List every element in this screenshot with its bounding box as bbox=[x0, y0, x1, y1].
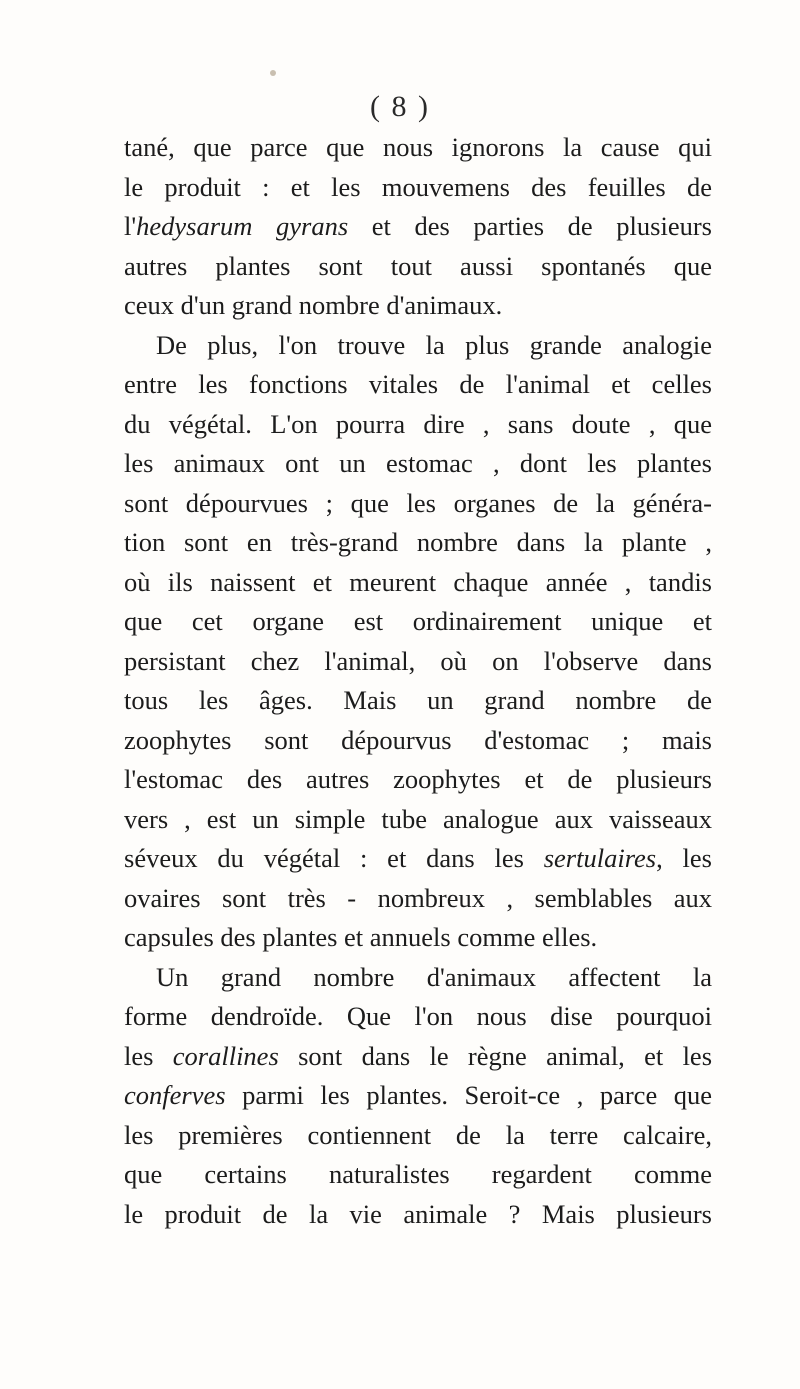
text-line bbox=[124, 800, 712, 840]
ink-speck bbox=[270, 70, 276, 76]
text-line bbox=[124, 405, 712, 445]
text-line bbox=[124, 681, 712, 721]
text-segment: entre les fonctions vitales de l'animal et celles bbox=[124, 369, 712, 399]
text-line bbox=[124, 365, 712, 405]
body-text bbox=[124, 128, 712, 1234]
text-line bbox=[124, 760, 712, 800]
text-segment: que cet organe est ordinairement unique et bbox=[124, 606, 712, 636]
text-segment: le produit : et les mouvemens des feuilles de bbox=[124, 171, 712, 202]
text-segment: le produit de la vie animale ? Mais plusieurs bbox=[124, 1198, 712, 1229]
text-line bbox=[124, 563, 712, 603]
text-segment: ovaires sont très - nombreux , semblables aux bbox=[124, 882, 712, 913]
text-segment: tous les âges. Mais un grand nombre de bbox=[124, 685, 712, 715]
text-segment: tion sont en très-grand nombre dans la plante , bbox=[124, 527, 712, 557]
italic-term: conferves bbox=[124, 1080, 226, 1110]
text-segment: que certains naturalistes regardent comme bbox=[124, 1159, 712, 1189]
text-segment: et des parties de plusieurs bbox=[348, 211, 712, 241]
text-segment: zoophytes sont dépourvus d'estomac ; mais bbox=[124, 724, 712, 755]
text-line bbox=[124, 326, 712, 366]
text-line bbox=[124, 958, 712, 998]
text-segment: où ils naissent et meurent chaque année , tandis bbox=[124, 566, 712, 597]
text-segment: l' bbox=[124, 211, 137, 241]
italic-term: hedysarum gyrans bbox=[136, 211, 349, 241]
text-segment: l'estomac des autres zoophytes et de plusieurs bbox=[124, 764, 712, 794]
text-line bbox=[124, 918, 712, 958]
text-line bbox=[124, 879, 712, 919]
text-segment: capsules des plantes et annuels comme elles. bbox=[124, 922, 598, 952]
italic-term: sertulaires bbox=[543, 843, 657, 873]
text-line bbox=[124, 1116, 712, 1156]
text-line bbox=[124, 207, 712, 247]
text-segment: sont dépourvues ; que les organes de la généra- bbox=[124, 487, 712, 518]
text-segment: tané, que parce que nous ignorons la cause qui bbox=[124, 132, 712, 162]
text-segment: séveux du végétal : et dans les bbox=[124, 843, 544, 873]
text-line bbox=[124, 247, 712, 287]
text-segment: autres plantes sont tout aussi spontanés que bbox=[124, 250, 712, 281]
text-line bbox=[124, 1155, 712, 1195]
page-number: ( 8 ) bbox=[370, 90, 430, 123]
text-line bbox=[124, 1076, 712, 1116]
text-line bbox=[124, 523, 712, 563]
text-line bbox=[124, 997, 712, 1037]
text-line bbox=[124, 1195, 712, 1235]
text-segment: vers , est un simple tube analogue aux vaisseaux bbox=[124, 803, 712, 834]
text-line bbox=[124, 286, 712, 326]
text-segment: De plus, l'on trouve la plus grande analogie bbox=[156, 329, 712, 360]
text-segment: sont dans le règne animal, et les bbox=[278, 1040, 713, 1071]
text-segment: les animaux ont un estomac , dont les plantes bbox=[124, 448, 712, 478]
text-line bbox=[124, 168, 712, 208]
text-segment: , les bbox=[656, 843, 712, 873]
text-segment: les bbox=[124, 1040, 173, 1071]
text-line bbox=[124, 1037, 712, 1077]
text-segment: du végétal. L'on pourra dire , sans doute , que bbox=[124, 408, 712, 439]
text-line bbox=[124, 642, 712, 682]
text-segment: parmi les plantes. Seroit-ce , parce que bbox=[225, 1080, 712, 1110]
text-segment: persistant chez l'animal, où on l'observe dans bbox=[124, 645, 712, 676]
text-segment: forme dendroïde. Que l'on nous dise pourquoi bbox=[124, 1001, 712, 1031]
text-segment: Un grand nombre d'animaux affectent la bbox=[156, 961, 712, 992]
text-segment: les premières contiennent de la terre calcaire, bbox=[124, 1119, 712, 1150]
text-segment: ceux d'un grand nombre d'animaux. bbox=[124, 290, 503, 320]
text-line bbox=[124, 839, 712, 879]
text-line bbox=[124, 602, 712, 642]
text-line bbox=[124, 128, 712, 168]
text-line bbox=[124, 444, 712, 484]
text-line bbox=[124, 721, 712, 761]
text-line bbox=[124, 484, 712, 524]
italic-term: corallines bbox=[172, 1040, 279, 1071]
